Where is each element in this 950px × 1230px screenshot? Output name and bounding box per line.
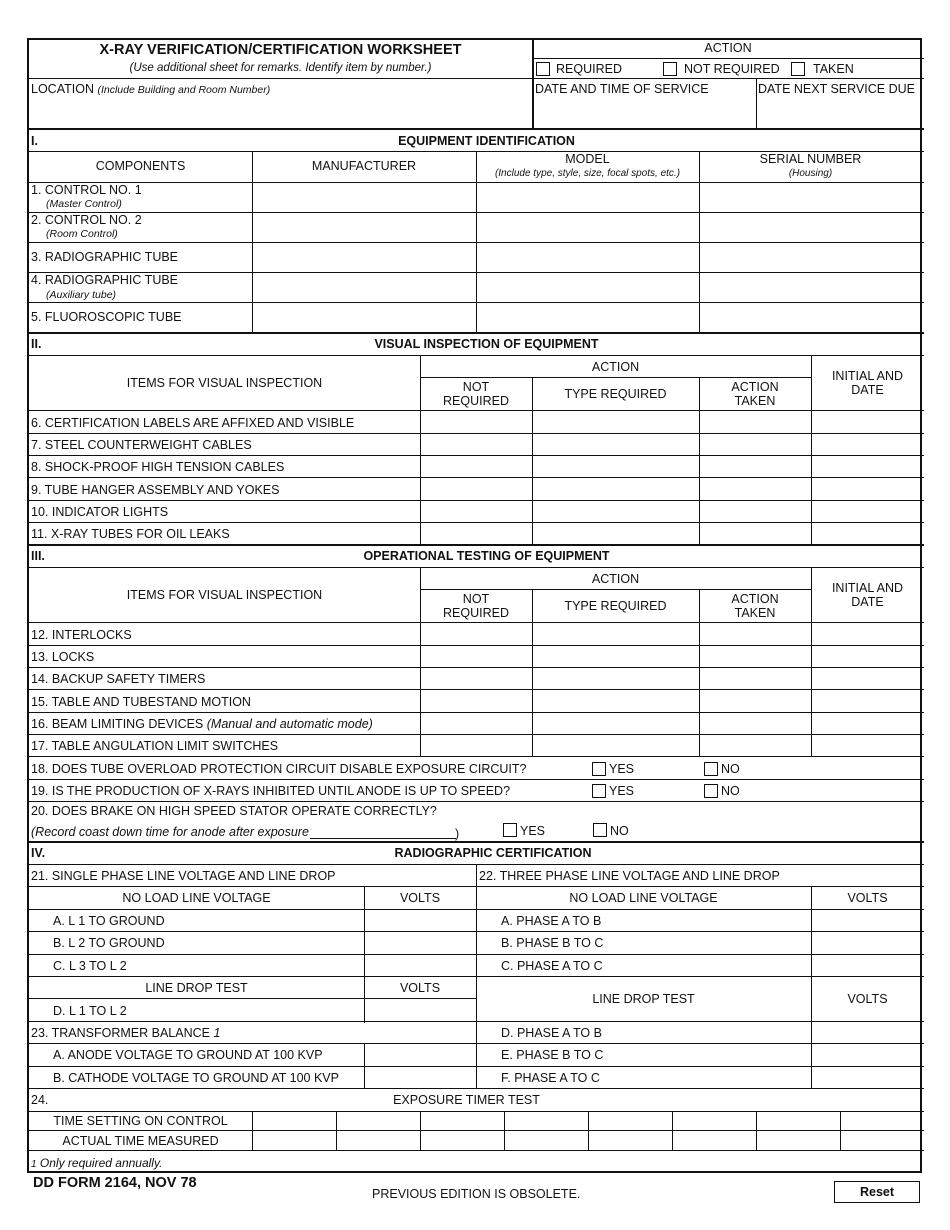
- phase-drop-row: D. PHASE A TO B: [501, 1026, 602, 1040]
- question-19: 19. IS THE PRODUCTION OF X-RAYS INHIBITED UNTIL ANODE IS UP TO SPEED?: [31, 784, 511, 798]
- exposure-timer-title: EXPOSURE TIMER TEST: [393, 1093, 540, 1107]
- actual-time-label: ACTUAL TIME MEASURED: [62, 1134, 219, 1148]
- equipment-row-sub: (Room Control): [46, 228, 118, 240]
- visual-row: 6. CERTIFICATION LABELS ARE AFFIXED AND VISIBLE: [31, 416, 355, 430]
- section-4-title: RADIOGRAPHIC CERTIFICATION: [394, 846, 592, 860]
- question-22: 22. THREE PHASE LINE VOLTAGE AND LINE DROP: [479, 869, 780, 883]
- question-18: 18. DOES TUBE OVERLOAD PROTECTION CIRCUIT DISABLE EXPOSURE CIRCUIT?: [31, 762, 527, 776]
- col-initial-date: INITIAL AND DATE: [831, 581, 904, 609]
- next-service-input[interactable]: [758, 98, 924, 128]
- col-operational-items: ITEMS FOR VISUAL INSPECTION: [126, 588, 323, 602]
- time-setting-label: TIME SETTING ON CONTROL: [53, 1114, 228, 1128]
- operational-row: 15. TABLE AND TUBESTAND MOTION: [31, 695, 251, 709]
- equipment-row-label: 5. FLUOROSCOPIC TUBE: [31, 310, 182, 324]
- visual-row: 7. STEEL COUNTERWEIGHT CABLES: [31, 438, 252, 452]
- section-4-roman: IV.: [31, 846, 46, 860]
- service-date-label: DATE AND TIME OF SERVICE: [535, 82, 709, 96]
- no-label: NO: [721, 762, 740, 776]
- yes-label: YES: [520, 824, 546, 838]
- volts-header: VOLTS: [847, 891, 888, 905]
- form-title: X-RAY VERIFICATION/CERTIFICATION WORKSHEET: [99, 42, 462, 58]
- phase-voltage-row: C. PHASE A TO C: [501, 959, 603, 973]
- next-service-label: DATE NEXT SERVICE DUE: [758, 82, 915, 96]
- question-20-hint: (Record coast down time for anode after exposure: [31, 825, 309, 839]
- col-action-taken: ACTION TAKEN: [731, 592, 779, 620]
- yes-label: YES: [609, 784, 635, 798]
- question-20-close: ): [455, 827, 460, 841]
- equipment-row-label: 1. CONTROL NO. 1: [31, 183, 142, 197]
- transformer-row: A. ANODE VOLTAGE TO GROUND AT 100 KVP: [53, 1048, 323, 1062]
- not-required-label: NOT REQUIRED: [684, 62, 780, 76]
- no-load-header: NO LOAD LINE VOLTAGE: [122, 891, 271, 905]
- q18-no-checkbox[interactable]: [704, 762, 718, 776]
- line-drop-row: D. L 1 TO L 2: [53, 1004, 127, 1018]
- col-serial-hint: (Housing): [788, 168, 833, 179]
- q19-yes-checkbox[interactable]: [592, 784, 606, 798]
- volts-header: VOLTS: [399, 891, 441, 905]
- section-2-roman: II.: [31, 337, 42, 351]
- yes-label: YES: [609, 762, 635, 776]
- visual-row: 9. TUBE HANGER ASSEMBLY AND YOKES: [31, 483, 280, 497]
- col-manufacturer: MANUFACTURER: [311, 159, 417, 173]
- col-visual-items: ITEMS FOR VISUAL INSPECTION: [126, 376, 323, 390]
- line-drop-header: LINE DROP TEST: [592, 992, 695, 1006]
- col-type-required: TYPE REQUIRED: [564, 599, 667, 613]
- line-voltage-row: C. L 3 TO L 2: [53, 959, 127, 973]
- required-checkbox[interactable]: [536, 62, 550, 76]
- col-initial-date: INITIAL AND DATE: [831, 369, 904, 397]
- equipment-row-sub: (Master Control): [46, 198, 122, 210]
- header-action-label: ACTION: [704, 41, 752, 55]
- visual-row: 10. INDICATOR LIGHTS: [31, 505, 169, 519]
- taken-label: TAKEN: [813, 62, 854, 76]
- section-3-roman: III.: [31, 549, 45, 563]
- q20-no-checkbox[interactable]: [593, 823, 607, 837]
- no-label: NO: [721, 784, 740, 798]
- section-3-title: OPERATIONAL TESTING OF EQUIPMENT: [363, 549, 610, 563]
- equipment-row-label: 4. RADIOGRAPHIC TUBE: [31, 273, 179, 287]
- phase-voltage-row: A. PHASE A TO B: [501, 914, 602, 928]
- location-label: LOCATION (Include Building and Room Number): [31, 82, 271, 96]
- question-23: 23. TRANSFORMER BALANCE 1: [31, 1026, 221, 1040]
- footnote: 1 Only required annually.: [31, 1156, 163, 1170]
- operational-row: 13. LOCKS: [31, 650, 95, 664]
- not-required-checkbox[interactable]: [663, 62, 677, 76]
- coast-down-time-input[interactable]: [310, 822, 460, 840]
- operational-row: 16. BEAM LIMITING DEVICES (Manual and automatic mode): [31, 717, 373, 731]
- transformer-row: B. CATHODE VOLTAGE TO GROUND AT 100 KVP: [53, 1071, 339, 1085]
- line-voltage-row: B. L 2 TO GROUND: [53, 936, 165, 950]
- col-action: ACTION: [591, 360, 640, 374]
- phase-drop-row: E. PHASE B TO C: [501, 1048, 604, 1062]
- no-label: NO: [610, 824, 629, 838]
- col-not-required: NOT REQUIRED: [443, 592, 509, 620]
- visual-row: 11. X-RAY TUBES FOR OIL LEAKS: [31, 527, 230, 541]
- volts-header: VOLTS: [399, 981, 441, 995]
- phase-voltage-row: B. PHASE B TO C: [501, 936, 604, 950]
- col-model: MODEL: [565, 152, 610, 166]
- operational-row: 12. INTERLOCKS: [31, 628, 132, 642]
- worksheet-form: [27, 38, 922, 1173]
- operational-row: 17. TABLE ANGULATION LIMIT SWITCHES: [31, 739, 279, 753]
- col-not-required: NOT REQUIRED: [443, 380, 509, 408]
- col-model-hint: (Include type, style, size, focal spots, etc.): [494, 168, 681, 179]
- location-input[interactable]: [31, 98, 530, 128]
- section-1-title: EQUIPMENT IDENTIFICATION: [398, 134, 575, 148]
- line-drop-header: LINE DROP TEST: [145, 981, 248, 995]
- volts-header: VOLTS: [847, 992, 888, 1006]
- no-load-header: NO LOAD LINE VOLTAGE: [569, 891, 718, 905]
- phase-drop-row: F. PHASE A TO C: [501, 1071, 600, 1085]
- visual-row: 8. SHOCK-PROOF HIGH TENSION CABLES: [31, 460, 285, 474]
- q19-no-checkbox[interactable]: [704, 784, 718, 798]
- section-1-roman: I.: [31, 134, 38, 148]
- form-subtitle: (Use additional sheet for remarks. Identify item by number.): [129, 62, 432, 74]
- col-serial: SERIAL NUMBER: [759, 152, 862, 166]
- col-type-required: TYPE REQUIRED: [564, 387, 667, 401]
- question-24: 24.: [31, 1093, 49, 1107]
- line-voltage-row: A. L 1 TO GROUND: [53, 914, 165, 928]
- equipment-row-label: 3. RADIOGRAPHIC TUBE: [31, 250, 179, 264]
- reset-button[interactable]: Reset: [834, 1181, 920, 1203]
- q18-yes-checkbox[interactable]: [592, 762, 606, 776]
- question-20: 20. DOES BRAKE ON HIGH SPEED STATOR OPERATE CORRECTLY?: [31, 804, 437, 818]
- q20-yes-checkbox[interactable]: [503, 823, 517, 837]
- section-2-title: VISUAL INSPECTION OF EQUIPMENT: [374, 337, 599, 351]
- col-components: COMPONENTS: [95, 159, 186, 173]
- col-action: ACTION: [591, 572, 640, 586]
- equipment-row-sub: (Auxiliary tube): [46, 289, 117, 301]
- col-action-taken: ACTION TAKEN: [731, 380, 779, 408]
- question-21: 21. SINGLE PHASE LINE VOLTAGE AND LINE DROP: [31, 869, 336, 883]
- service-date-input[interactable]: [535, 98, 757, 128]
- form-identifier: DD FORM 2164, NOV 78: [33, 1175, 197, 1191]
- obsolete-notice: PREVIOUS EDITION IS OBSOLETE.: [372, 1187, 581, 1201]
- operational-row: 14. BACKUP SAFETY TIMERS: [31, 672, 206, 686]
- equipment-row-label: 2. CONTROL NO. 2: [31, 213, 142, 227]
- taken-checkbox[interactable]: [791, 62, 805, 76]
- required-label: REQUIRED: [556, 62, 622, 76]
